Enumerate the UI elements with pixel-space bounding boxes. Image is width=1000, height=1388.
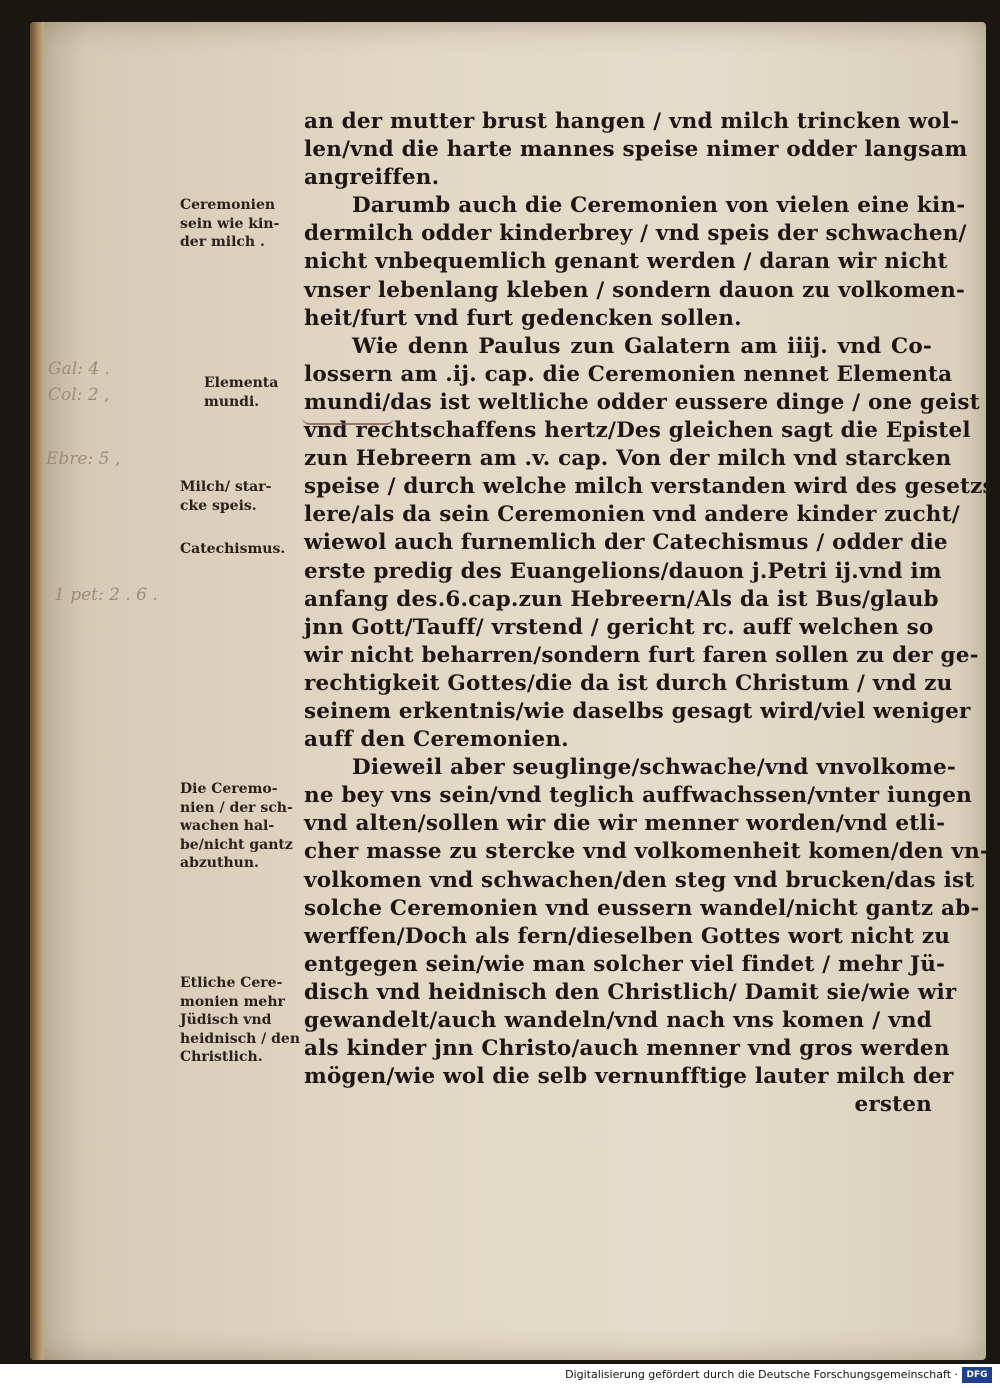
text-line: werffen/Doch als fern/dieselben Gottes wort nicht zu: [304, 923, 951, 949]
text-line: solche Ceremonien vnd eussern wandel/nicht gantz ab-: [304, 895, 980, 921]
handwritten-note-gal-col: Gal: 4 . Col: 2 ,: [48, 359, 110, 405]
text-line: dermilch odder kinderbrey / vnd speis der schwachen/: [304, 221, 967, 247]
text-line: Wie denn Paulus zun Galatern am iiij. vnd Co-: [352, 333, 932, 359]
text-line: cher masse zu stercke vnd volkomenheit komen/den vn-: [304, 839, 990, 865]
handwritten-note-ebre: Ebre: 5 ,: [46, 449, 121, 469]
text-line: erste predig des Euangelions/dauon j.Petri ij.vnd im: [304, 558, 942, 584]
margin-gloss-elementa: Elementa mundi.: [204, 375, 279, 410]
text-line: wir nicht beharren/sondern furt faren sollen zu der ge-: [304, 642, 979, 668]
margin-gloss-milch: Milch/ star- cke speis.: [180, 479, 272, 514]
text-line: heit/furt vnd furt gedencken sollen.: [304, 305, 742, 331]
text-line: volkomen vnd schwachen/den steg vnd brucken/das ist: [304, 867, 975, 893]
page-binding-edge: [30, 22, 44, 1360]
text-line: ne bey vns sein/vnd teglich auffwachssen/vnter iungen: [304, 783, 972, 809]
text-line: an der mutter brust hangen / vnd milch trincken wol-: [304, 109, 960, 134]
margin-gloss-etliche-ceremonien: Etliche Cere- monien mehr Jüdisch vnd heidnisch / den Christlich.: [180, 975, 301, 1065]
text-line: nicht vnbequemlich genant werden / daran wir nicht: [304, 249, 948, 275]
text-line: Dieweil aber seuglinge/schwache/vnd vnvolkome-: [352, 755, 957, 781]
text-line: mundi/das ist weltliche odder eussere dinge / one geist: [304, 389, 980, 415]
text-line: anfang des.6.cap.zun Hebreern/Als da ist Bus/glaub: [304, 586, 939, 612]
funding-notice: Digitalisierung gefördert durch die Deutsche Forschungsgemeinschaft ·: [565, 1368, 958, 1381]
text-line: vnd alten/sollen wir die wir menner worden/vnd etli-: [304, 811, 946, 837]
text-line: vnd rechtschaffens hertz/Des gleichen sagt die Epistel: [304, 418, 971, 444]
text-line: wiewol auch furnemlich der Catechismus / odder die: [304, 530, 948, 556]
text-line: speise / durch welche milch verstanden wird des gesetzs: [304, 474, 995, 500]
text-line: gewandelt/auch wandeln/vnd nach vns komen / vnd: [304, 1008, 932, 1033]
text-line: mögen/wie wol die selb vernunfftige lauter milch der: [304, 1064, 954, 1090]
text-line: auff den Ceremonien.: [304, 727, 569, 753]
text-line: lere/als da sein Ceremonien vnd andere kinder zucht/: [304, 502, 960, 528]
margin-gloss-catechismus: Catechismus.: [180, 541, 286, 557]
handwritten-underline: [302, 417, 394, 425]
margin-gloss-ceremonien-schwachen: Die Ceremo- nien / der sch- wachen hal- be/nicht gantz abzuthun.: [180, 781, 293, 871]
text-line: jnn Gott/Tauff/ vrstend / gericht rc. auff welchen so: [304, 614, 934, 640]
text-line: disch vnd heidnisch den Christlich/ Damit sie/wie wir: [304, 979, 957, 1005]
text-line: lossern am .ij. cap. die Ceremonien nennet Elementa: [304, 361, 953, 387]
handwritten-note-pet: 1 pet: 2 . 6 .: [54, 585, 158, 605]
text-line: als kinder jnn Christo/auch menner vnd gros werden: [304, 1036, 950, 1062]
text-line: Darumb auch die Ceremonien von vielen eine kin-: [352, 193, 966, 219]
margin-gloss-ceremonien: Ceremonien sein wie kin- der milch .: [180, 197, 280, 250]
text-line: angreiffen.: [304, 165, 440, 191]
catchword: ersten: [854, 1092, 932, 1118]
dfg-logo: DFG: [962, 1367, 992, 1383]
text-line: seinem erkentnis/wie daselbs gesagt wird/viel weniger: [304, 698, 971, 724]
main-text-block: [304, 108, 995, 1119]
text-line: rechtigkeit Gottes/die da ist durch Christum / vnd zu: [304, 670, 953, 696]
text-line: vnser lebenlang kleben / sondern dauon zu volkomen-: [304, 277, 966, 303]
text-line: zun Hebreern am .v. cap. Von der milch vnd starcken: [304, 446, 952, 472]
text-line: entgegen sein/wie man solcher viel findet / mehr Jü-: [304, 951, 946, 977]
text-line: len/vnd die harte mannes speise nimer odder langsam: [304, 137, 968, 163]
